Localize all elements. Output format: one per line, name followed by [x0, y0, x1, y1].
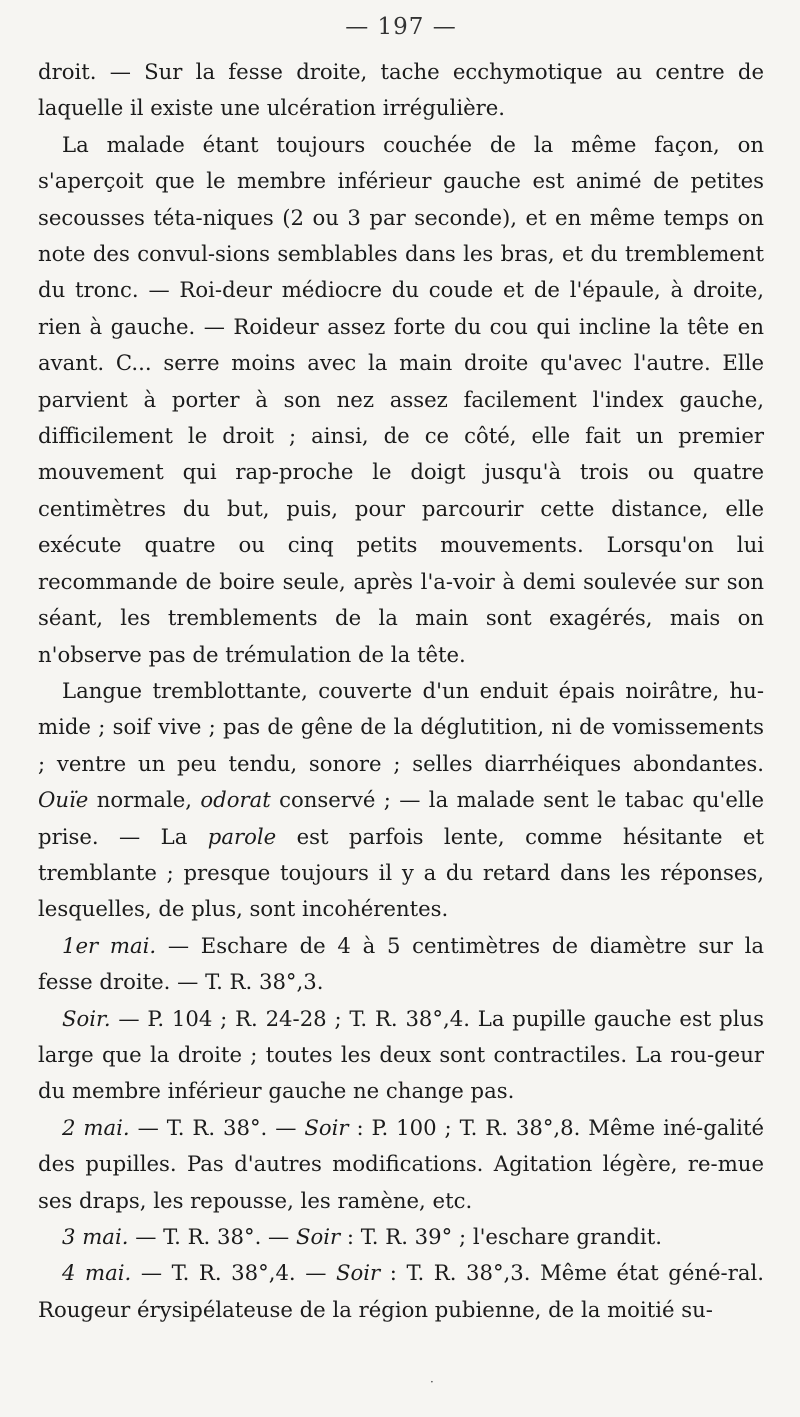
italic-term: 1er mai.	[62, 932, 157, 958]
italic-term: 2 mai.	[62, 1114, 130, 1140]
paragraph-p7	[38, 1219, 764, 1255]
text-run: : T. R. 38°,3. Même état géné-ral. Rougeur érysipélateuse de la région pubienne, de la moitié su-	[38, 1260, 764, 1322]
italic-term: 4 mai.	[62, 1260, 132, 1286]
text-run: — T. R. 38°,4. —	[131, 1260, 336, 1286]
text-run: : T. R. 39° ; l'eschare grandit.	[340, 1224, 662, 1249]
text-run: droit. — Sur la fesse droite, tache ecchymotique au centre de laquelle il existe une ulcération irrégulière.	[38, 59, 764, 121]
italic-term: Soir	[304, 1114, 349, 1140]
paragraph-p5	[38, 1001, 764, 1110]
text-run: : P. 100 ; T. R. 38°,8. Même iné-galité des pupilles. Pas d'autres modifications. Agitation légère, re-mue ses draps, les repousse, les ramène, etc.	[38, 1114, 764, 1213]
text-run: — T. R. 38°. —	[129, 1114, 305, 1140]
italic-term: parole	[207, 823, 277, 849]
italic-term: Soir	[295, 1224, 341, 1249]
text-run: conservé ; — la malade sent le tabac qu'elle prise. — La	[38, 787, 764, 849]
text-run: — Eschare de 4 à 5 centimètres de diamètre sur la fesse droite. — T. R. 38°,3.	[38, 932, 764, 995]
text-run: normale,	[88, 787, 201, 813]
paragraph-p2	[38, 127, 764, 673]
paragraph-p3	[38, 673, 764, 928]
text-run: est parfois lente, comme hésitante et tremblante ; presque toujours il y a du retard dans les réponses, lesquelles, de plus, sont incohérentes.	[38, 823, 764, 922]
italic-term: odorat	[200, 787, 271, 813]
print-speck: ·	[430, 1375, 434, 1389]
italic-term: Soir	[335, 1260, 381, 1286]
italic-term: Soir.	[62, 1005, 111, 1031]
italic-term: 3 mai.	[62, 1224, 129, 1249]
paragraph-p4	[38, 928, 764, 1001]
body-text	[38, 54, 764, 1328]
italic-term: Ouïe	[38, 787, 89, 813]
text-run: Langue tremblottante, couverte d'un enduit épais noirâtre, hu-mide ; soif vive ; pas de gêne de la déglutition, ni de vomissements ; ventre un peu tendu, sonore ; selles diarrhéiques abondantes.	[38, 677, 764, 776]
text-run: — P. 104 ; R. 24-28 ; T. R. 38°,4. La pupille gauche est plus large que la droite ; toutes les deux sont contractiles. La rou-geur du membre inférieur gauche ne change pas.	[38, 1005, 764, 1104]
text-run: La malade étant toujours couchée de la même façon, on s'aperçoit que le membre inférieur gauche est animé de petites secousses téta-niques (2 ou 3 par seconde), et en même temps on note des convul-sions semblables dans les bras, et du tremblement du tronc. — Roi-deur médiocre du coude et de l'épaule, à droite, rien à gauche. — Roideur assez forte du cou qui incline la tête en avant. C... serre moins avec la main droite qu'avec l'autre. Elle parvient à porter à son nez assez facilement l'index gauche, difficilement le droit ; ainsi, de ce côté, elle fait un premier mouvement qui rap-proche le doigt jusqu'à trois ou quatre centimètres du but, puis, pour parcourir cette distance, elle exécute quatre ou cinq petits mouvements. Lorsqu'on lui recommande de boire seule, après l'a-voir à demi soulevée sur son séant, les tremblements de la main sont exagérés, mais on n'observe pas de trémulation de la tête.	[38, 131, 764, 667]
page-number: — 197 —	[345, 14, 457, 40]
paragraph-p8	[38, 1255, 764, 1328]
text-run: — T. R. 38°. —	[128, 1224, 296, 1249]
paragraph-p6	[38, 1110, 764, 1219]
paragraph-p1	[38, 54, 764, 127]
